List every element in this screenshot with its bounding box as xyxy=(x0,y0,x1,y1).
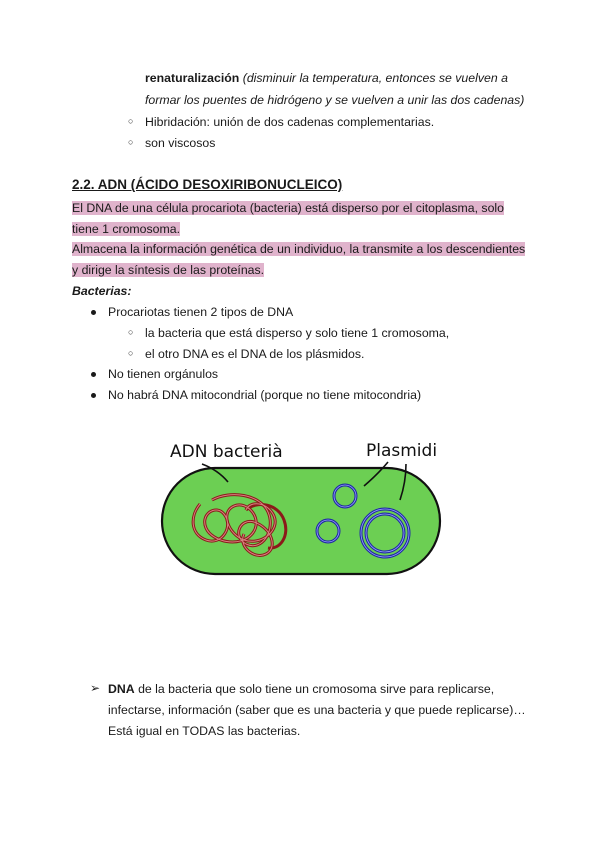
dna-line-1 xyxy=(108,681,494,697)
sub-item-viscous: son viscosos xyxy=(145,136,216,150)
highlight-line-2: tiene 1 cromosoma. xyxy=(72,222,180,236)
hollow-bullet-icon: ○ xyxy=(128,327,134,337)
sub-bullet-item: el otro DNA es el DNA de los plásmidos. xyxy=(145,347,365,361)
sub-bullet-item: la bacteria que está disperso y solo tiene 1 cromosoma, xyxy=(145,326,450,340)
bacterias-label: Bacterias: xyxy=(72,284,132,298)
dna-line-3: Está igual en TODAS las bacterias. xyxy=(108,724,301,738)
hollow-bullet-icon: ○ xyxy=(128,348,134,358)
dna-line-1-text: de la bacteria que solo tiene un cromosoma sirve para replicarse, xyxy=(134,682,495,696)
bullet-item: No tienen orgánulos xyxy=(108,367,219,381)
dna-term: DNA xyxy=(108,682,135,696)
hollow-bullet-icon: ○ xyxy=(128,116,134,126)
bullet-item: No habrá DNA mitocondrial (porque no tiene mitocondria) xyxy=(108,388,422,402)
sub-item-hybridization: Hibridación: unión de dos cadenas complementarias. xyxy=(145,115,435,129)
bullet-icon xyxy=(91,310,96,315)
renaturalization-line-1 xyxy=(145,70,508,86)
highlight-line-3: Almacena la información genética de un individuo, la transmite a los descendientes xyxy=(72,242,526,256)
arrow-bullet-icon: ➢ xyxy=(90,681,101,695)
section-heading: 2.2. ADN (ÁCIDO DESOXIRIBONUCLEICO) xyxy=(72,177,343,192)
renaturalization-term: renaturalización xyxy=(145,71,240,85)
renaturalization-note-2: formar los puentes de hidrógeno y se vuelven a unir las dos cadenas) xyxy=(145,93,525,107)
bullet-icon xyxy=(91,372,96,377)
highlight-line-4: y dirige la síntesis de las proteínas. xyxy=(72,263,265,277)
renaturalization-note-1: (disminuir la temperatura, entonces se vuelven a xyxy=(239,71,508,85)
label-bacterial-dna: ADN bacterià xyxy=(170,442,283,462)
highlight-line-1: El DNA de una célula procariota (bacteria) está disperso por el citoplasma, solo xyxy=(72,201,504,215)
label-plasmid: Plasmidi xyxy=(366,441,438,461)
dna-line-2: infectarse, información (saber que es una bacteria y que puede replicarse)… xyxy=(108,703,526,717)
bullet-item: Procariotas tienen 2 tipos de DNA xyxy=(108,305,294,319)
bullet-icon xyxy=(91,393,96,398)
bacteria-diagram xyxy=(150,430,450,580)
hollow-bullet-icon: ○ xyxy=(128,137,134,147)
